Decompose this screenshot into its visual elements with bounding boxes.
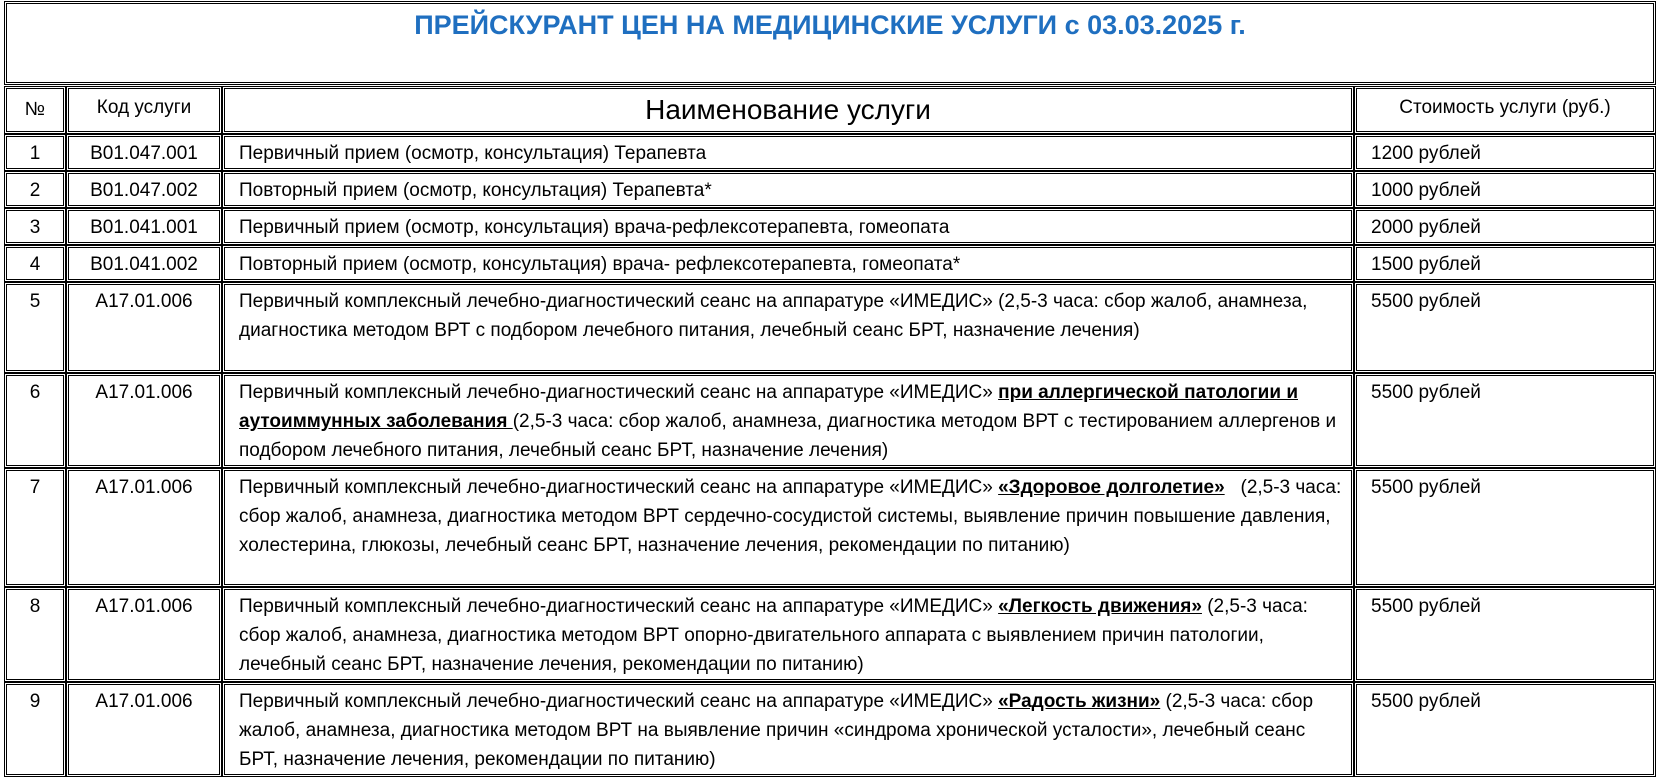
table-row <box>4 468 1656 587</box>
row-name-text: Первичный комплексный лечебно-диагностический сеанс на аппаратуре «ИМЕДИС» <box>239 596 999 617</box>
table-row <box>4 682 1656 777</box>
row-name: Повторный прием (осмотр, консультация) Терапевта* <box>222 171 1354 208</box>
table-row <box>4 587 1656 682</box>
row-price: 2000 рублей <box>1354 208 1656 245</box>
row-name-text: Первичный комплексный лечебно-диагностический сеанс на аппаратуре «ИМЕДИС» <box>239 477 999 498</box>
header-row <box>4 86 1656 134</box>
header-code: Код услуги <box>66 86 222 134</box>
table-row <box>4 171 1656 208</box>
row-name: Первичный прием (осмотр, консультация) Терапевта <box>222 134 1354 171</box>
row-name-details: (2,5-3 часа: сбор жалоб, анамнеза, диагностика методом ВРТ с тестированием аллергенов и подбором лечебного питания, лечебный сеанс БРТ, назначение лечения) <box>239 411 1337 461</box>
row-num: 6 <box>4 373 66 468</box>
table-row <box>4 134 1656 171</box>
table-row <box>4 245 1656 282</box>
row-name-highlight: «Здоровое долголетие» <box>998 477 1225 498</box>
row-name-details: (2,5-3 часа: сбор жалоб, анамнеза, диагностика методом ВРТ на выявление причин «синдрома хронической усталости», лечебный сеанс БРТ, назначение лечения, рекомендации по питанию) <box>239 691 1314 770</box>
row-price: 5500 рублей <box>1354 282 1656 373</box>
row-code: B01.041.002 <box>66 245 222 282</box>
header-price: Стоимость услуги (руб.) <box>1354 86 1656 134</box>
row-name: Первичный комплексный лечебно-диагностический сеанс на аппаратуре «ИМЕДИС» (2,5-3 часа: сбор жалоб, анамнеза, диагностика методом ВРТ с подбором лечебного питания, лечебный сеанс БРТ, назначение лечения) <box>222 282 1354 373</box>
row-num: 5 <box>4 282 66 373</box>
row-name <box>222 468 1354 587</box>
row-price: 5500 рублей <box>1354 373 1656 468</box>
row-price: 5500 рублей <box>1354 468 1656 587</box>
row-price: 1500 рублей <box>1354 245 1656 282</box>
row-num: 2 <box>4 171 66 208</box>
row-name-text: Первичный комплексный лечебно-диагностический сеанс на аппаратуре «ИМЕДИС» <box>239 382 999 403</box>
row-code: B01.041.001 <box>66 208 222 245</box>
row-name <box>222 587 1354 682</box>
header-num: № <box>4 86 66 134</box>
row-name-highlight: «Легкость движения» <box>998 596 1202 617</box>
row-name-details: (2,5-3 часа: сбор жалоб, анамнеза, диагностика методом ВРТ опорно-двигательного аппарата с выявлением причин патологии, лечебный сеанс БРТ, назначение лечения, рекомендации по питанию) <box>239 596 1308 675</box>
row-num: 7 <box>4 468 66 587</box>
row-num: 4 <box>4 245 66 282</box>
row-code: A17.01.006 <box>66 587 222 682</box>
row-price: 5500 рублей <box>1354 682 1656 777</box>
row-name-text: Первичный комплексный лечебно-диагностический сеанс на аппаратуре «ИМЕДИС» <box>239 691 999 712</box>
table-row <box>4 282 1656 373</box>
row-name-details: (2,5-3 часа: сбор жалоб, анамнеза, диагностика методом ВРТ сердечно-сосудистой системы, выявление причин повышение давления, холестерина, глюкозы, лечебный сеанс БРТ, назначение лечения, рекомендации по питанию) <box>239 477 1347 556</box>
title-box <box>4 1 1656 85</box>
row-name: Первичный прием (осмотр, консультация) врача-рефлексотерапевта, гомеопата <box>222 208 1354 245</box>
row-code: A17.01.006 <box>66 468 222 587</box>
row-num: 1 <box>4 134 66 171</box>
document-title: ПРЕЙСКУРАНТ ЦЕН НА МЕДИЦИНСКИЕ УСЛУГИ с 03.03.2025 г. <box>414 10 1246 40</box>
header-name: Наименование услуги <box>222 86 1354 134</box>
row-price: 5500 рублей <box>1354 587 1656 682</box>
row-num: 9 <box>4 682 66 777</box>
row-num: 3 <box>4 208 66 245</box>
row-num: 8 <box>4 587 66 682</box>
row-code: A17.01.006 <box>66 282 222 373</box>
row-name <box>222 682 1354 777</box>
row-name: Повторный прием (осмотр, консультация) врача- рефлексотерапевта, гомеопата* <box>222 245 1354 282</box>
table-row <box>4 373 1656 468</box>
row-code: A17.01.006 <box>66 373 222 468</box>
row-name-highlight: «Радость жизни» <box>998 691 1161 712</box>
row-code: B01.047.001 <box>66 134 222 171</box>
table-row <box>4 208 1656 245</box>
row-name <box>222 373 1354 468</box>
row-code: B01.047.002 <box>66 171 222 208</box>
row-name-highlight: при аллергической патологии и аутоиммунных заболевания <box>239 382 1298 432</box>
price-table <box>4 86 1656 777</box>
row-price: 1000 рублей <box>1354 171 1656 208</box>
row-price: 1200 рублей <box>1354 134 1656 171</box>
row-code: A17.01.006 <box>66 682 222 777</box>
